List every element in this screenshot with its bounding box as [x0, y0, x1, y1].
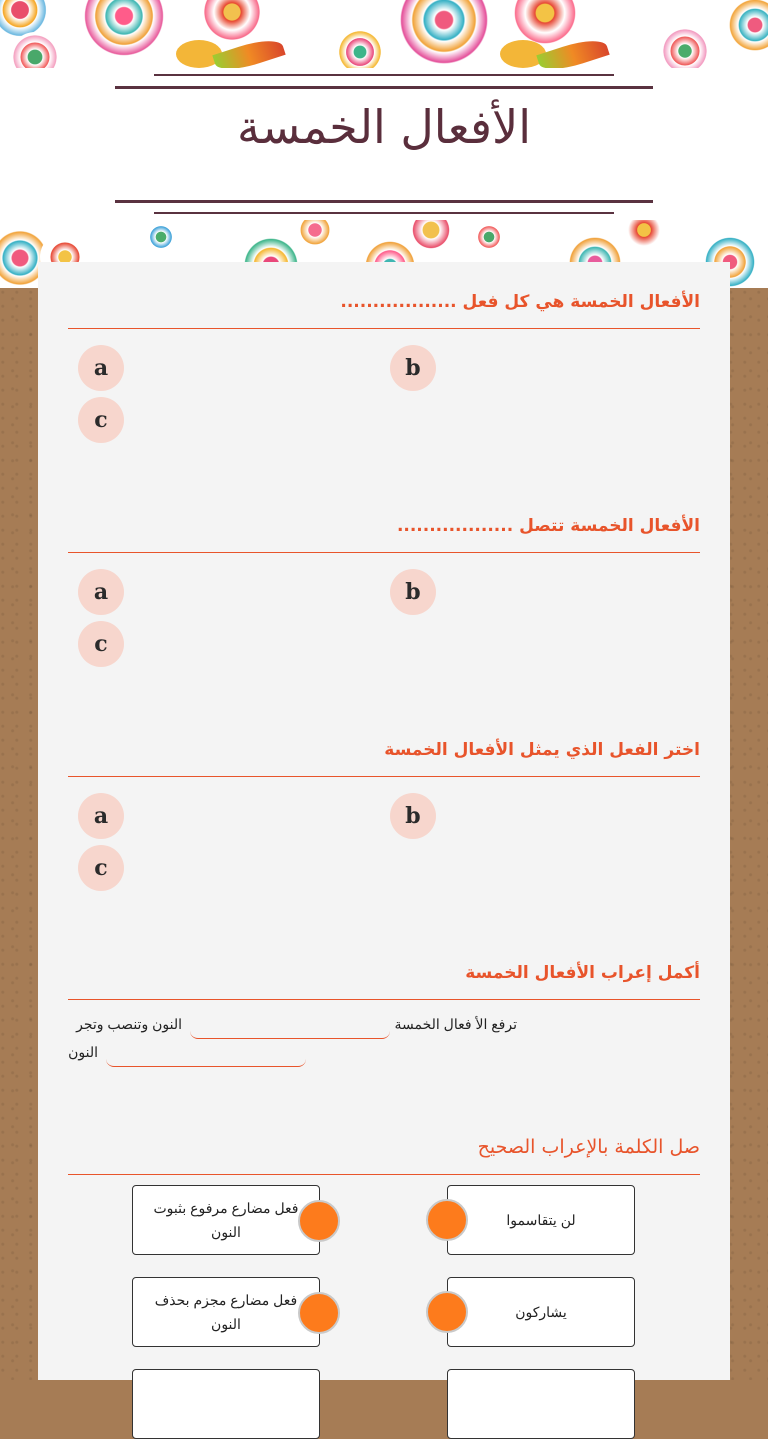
option-letter-badge[interactable]: c — [78, 397, 124, 443]
question-divider — [68, 999, 700, 1000]
mandala-decoration — [146, 222, 176, 252]
title-rule — [115, 86, 653, 89]
title-rule — [154, 212, 614, 214]
question-title: الأفعال الخمسة هي كل فعل .................. — [340, 292, 700, 312]
mandala-decoration — [720, 0, 768, 60]
blank-input-1[interactable] — [190, 1030, 390, 1039]
match-right-box[interactable]: يشاركون — [447, 1277, 635, 1347]
option-letter-badge[interactable]: a — [78, 793, 124, 839]
blank-input-2[interactable] — [106, 1058, 306, 1067]
mandala-decoration — [474, 222, 504, 252]
option-letter-badge[interactable]: c — [78, 621, 124, 667]
mandala-decoration — [394, 0, 494, 70]
question-2 — [68, 516, 700, 553]
question-divider — [68, 552, 700, 553]
page-title: الأفعال الخمسة — [236, 100, 532, 154]
question-title: أكمل إعراب الأفعال الخمسة — [465, 963, 700, 983]
question-4 — [68, 963, 700, 1000]
fill-text-3: النون — [68, 1044, 98, 1060]
match-connector-dot[interactable] — [298, 1200, 340, 1242]
option-letter-badge[interactable]: b — [390, 569, 436, 615]
match-left-box[interactable]: فعل مضارع مجزم بحذف النون — [132, 1277, 320, 1347]
mandala-decoration — [84, 0, 164, 56]
question-divider — [68, 328, 700, 329]
mandala-decoration — [200, 0, 264, 44]
title-rule — [154, 74, 614, 76]
question-divider — [68, 1174, 700, 1175]
option-letter-badge[interactable]: a — [78, 345, 124, 391]
question-1 — [68, 292, 700, 329]
question-title: اختر الفعل الذي يمثل الأفعال الخمسة — [384, 740, 700, 760]
match-connector-dot[interactable] — [298, 1292, 340, 1334]
bird-decoration — [176, 40, 222, 68]
option-letter-badge[interactable]: b — [390, 345, 436, 391]
question-title: الأفعال الخمسة تتصل .................. — [396, 516, 700, 536]
match-right-box[interactable]: لن يتقاسموا — [447, 1185, 635, 1255]
title-rule — [115, 200, 653, 203]
question-title: صل الكلمة بالإعراب الصحيح — [477, 1136, 700, 1158]
fill-text-2: النون وتنصب وتجر — [76, 1016, 182, 1032]
question-3 — [68, 740, 700, 777]
match-connector-dot[interactable] — [426, 1199, 468, 1241]
fill-text-1: ترفع الأ فعال الخمسة — [394, 1016, 517, 1032]
question-divider — [68, 776, 700, 777]
match-connector-dot[interactable] — [426, 1291, 468, 1333]
option-letter-badge[interactable]: a — [78, 569, 124, 615]
option-letter-badge[interactable]: b — [390, 793, 436, 839]
match-left-box[interactable]: فعل مضارع مرفوع بثبوت النون — [132, 1185, 320, 1255]
bird-decoration — [500, 40, 546, 68]
question-5 — [68, 1136, 700, 1175]
option-letter-badge[interactable]: c — [78, 845, 124, 891]
